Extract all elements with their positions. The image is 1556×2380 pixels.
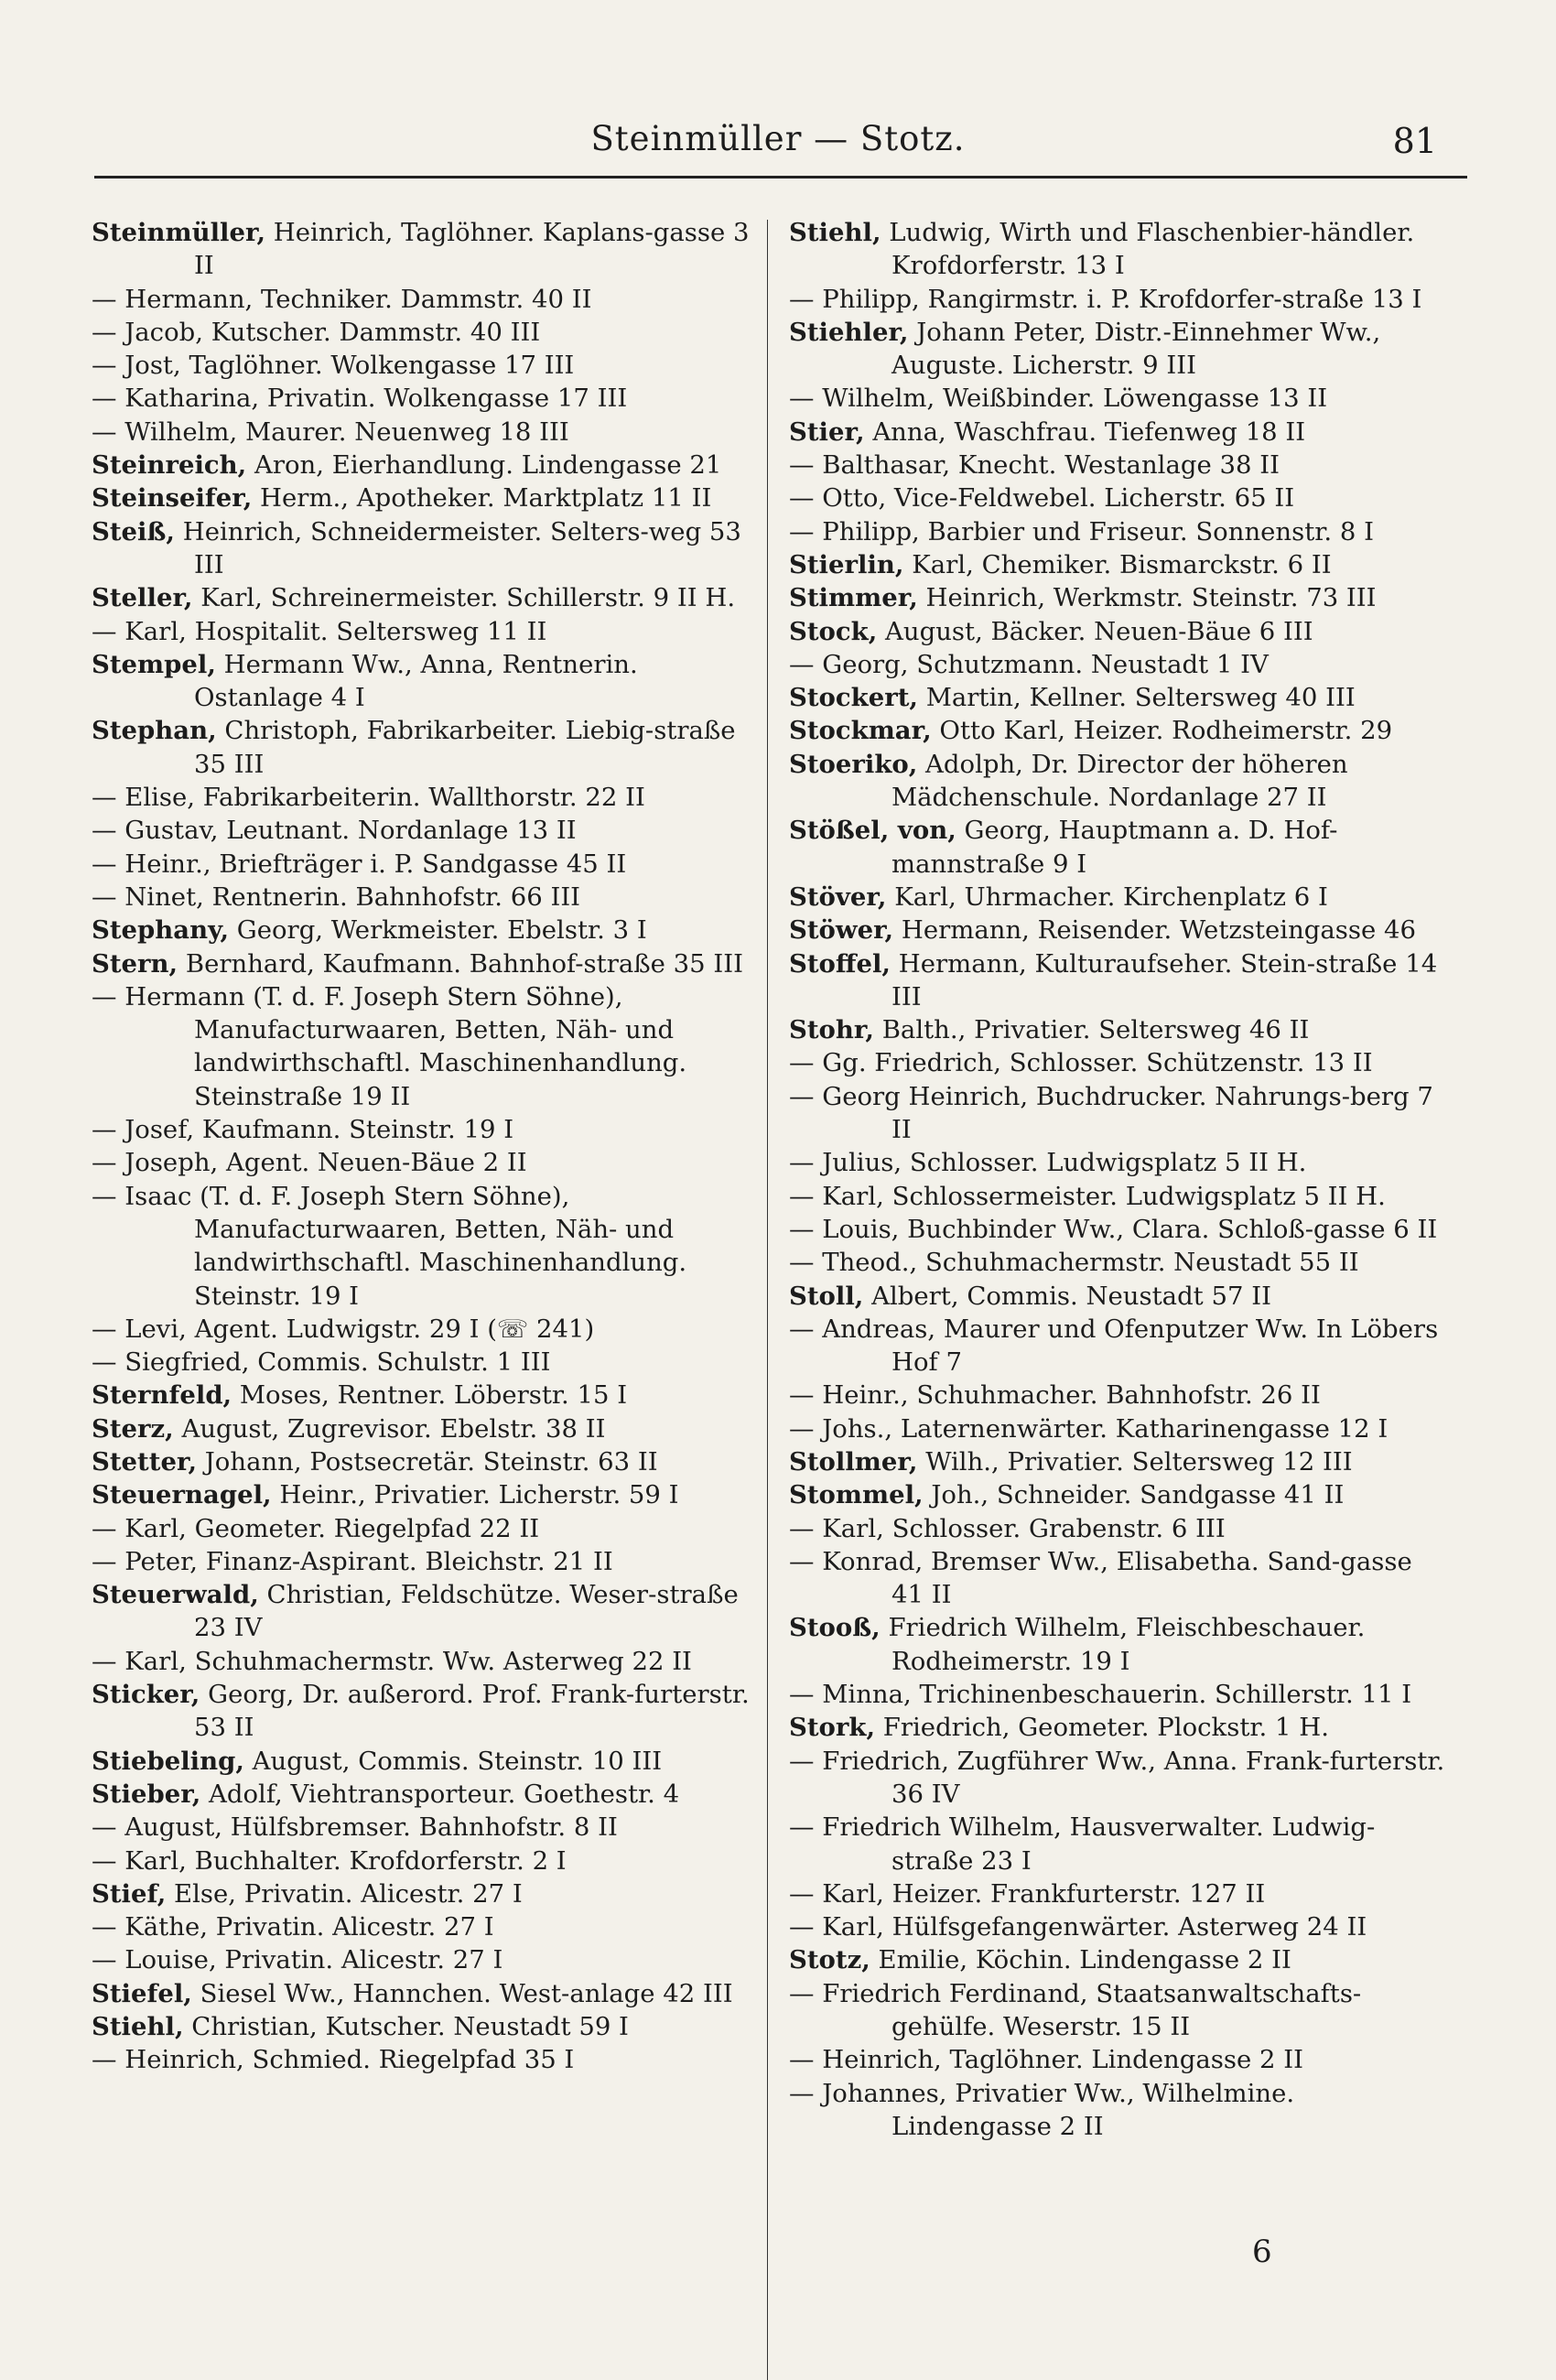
directory-entry <box>789 1146 1448 1179</box>
entry-details: Moses, Rentner. Löberstr. 15 I <box>232 1380 628 1411</box>
entry-details: — Johannes, Privatier Ww., Wilhelmine. Lindengasse 2 II <box>789 2078 1295 2141</box>
directory-entry <box>789 914 1448 947</box>
right-column <box>789 216 1448 2143</box>
entry-details: — Johs., Laternenwärter. Katharinengasse 12 I <box>789 1413 1389 1444</box>
entry-surname: Stief, <box>92 1878 167 1909</box>
entry-details: — Jacob, Kutscher. Dammstr. 40 III <box>92 317 541 347</box>
entry-surname: Stiebeling, <box>92 1746 244 1776</box>
directory-entry <box>92 1645 751 1678</box>
directory-entry <box>92 1545 751 1578</box>
signature-mark: 6 <box>1252 2234 1272 2270</box>
entry-details: — Andreas, Maurer und Ofenputzer Ww. In Löbers Hof 7 <box>789 1314 1439 1378</box>
entry-details: — Joseph, Agent. Neuen-Bäue 2 II <box>92 1148 527 1178</box>
entry-details: — Ninet, Rentnerin. Bahnhofstr. 66 III <box>92 882 581 912</box>
directory-entry <box>92 2043 751 2076</box>
entry-details: Christoph, Fabrikarbeiter. Liebig-straße 35 III <box>194 716 736 779</box>
entry-details: — Wilhelm, Maurer. Neuenweg 18 III <box>92 416 569 447</box>
entry-details: Heinrich, Werkmstr. Steinstr. 73 III <box>917 583 1377 613</box>
entry-surname: Steuerwald, <box>92 1580 259 1610</box>
directory-entry <box>789 648 1448 681</box>
entry-surname: Stetter, <box>92 1446 198 1477</box>
running-title: Steinmüller — Stotz. <box>590 119 966 158</box>
directory-entry <box>92 947 751 980</box>
entry-details: — Karl, Schuhmachermstr. Ww. Asterweg 22 II <box>92 1646 692 1676</box>
entry-details: — Gg. Friedrich, Schlosser. Schützenstr. 13 II <box>789 1048 1373 1078</box>
directory-entry <box>789 1877 1448 1910</box>
entry-details: — Elise, Fabrikarbeiterin. Wallthorstr. 22 II <box>92 783 645 813</box>
entry-details: Albert, Commis. Neustadt 57 II <box>863 1281 1271 1311</box>
entry-surname: Stiefel, <box>92 1978 192 2008</box>
directory-entry <box>92 1180 751 1313</box>
directory-entry <box>789 1611 1448 1678</box>
directory-entry <box>92 416 751 449</box>
entry-surname: Sternfeld, <box>92 1380 232 1411</box>
directory-entry <box>789 416 1448 449</box>
entry-details: — Friedrich Wilhelm, Hausverwalter. Ludwig-straße 23 I <box>789 1812 1376 1876</box>
directory-entry <box>789 581 1448 614</box>
directory-entry <box>92 1478 751 1511</box>
entry-details: Joh., Schneider. Sandgasse 41 II <box>923 1480 1345 1510</box>
directory-entry <box>789 316 1448 383</box>
entry-details: Johann, Postsecretär. Steinstr. 63 II <box>197 1446 658 1477</box>
entry-surname: Stöwer, <box>789 915 894 946</box>
left-column <box>92 216 751 2077</box>
directory-entry <box>92 216 751 283</box>
entry-surname: Stößel, von, <box>789 816 956 846</box>
directory-entry <box>789 2043 1448 2076</box>
entry-details: — Heinrich, Taglöhner. Lindengasse 2 II <box>789 2045 1303 2075</box>
directory-entry <box>789 1711 1448 1744</box>
directory-entry <box>92 382 751 415</box>
entry-surname: Stiehler, <box>789 317 909 347</box>
directory-entry <box>789 1180 1448 1213</box>
entry-details: Ludwig, Wirth und Flaschenbier-händler. Krofdorferstr. 13 I <box>881 218 1415 281</box>
entry-surname: Stephan, <box>92 716 217 746</box>
entry-details: — Heinrich, Schmied. Riegelpfad 35 I <box>92 2045 575 2075</box>
entry-details: — Konrad, Bremser Ww., Elisabetha. Sand-gasse 41 II <box>789 1546 1412 1610</box>
entry-surname: Stimmer, <box>789 583 918 613</box>
page-header <box>0 119 1556 174</box>
entry-details: — Louis, Buchbinder Ww., Clara. Schloß-gasse 6 II <box>789 1214 1438 1244</box>
entry-surname: Stohr, <box>789 1015 874 1045</box>
entry-surname: Stempel, <box>92 649 216 679</box>
page-number: 81 <box>1392 121 1437 161</box>
entry-details: Anna, Waschfrau. Tiefenweg 18 II <box>864 416 1306 447</box>
entry-surname: Stiehl, <box>789 218 881 247</box>
entry-surname: Stoffel, <box>789 948 891 979</box>
entry-details: Wilh., Privatier. Seltersweg 12 III <box>917 1446 1353 1477</box>
entry-details: — Peter, Finanz-Aspirant. Bleichstr. 21 II <box>92 1546 613 1576</box>
header-rule <box>94 176 1467 178</box>
entry-details: Aron, Eierhandlung. Lindengasse 21 <box>246 450 722 481</box>
directory-entry <box>92 814 751 847</box>
entry-details: August, Bäcker. Neuen-Bäue 6 III <box>877 616 1313 646</box>
entry-surname: Steinmüller, <box>92 218 266 247</box>
entry-details: — Theod., Schuhmachermstr. Neustadt 55 II <box>789 1248 1359 1278</box>
directory-entry <box>789 1910 1448 1943</box>
entry-details: — Isaac (T. d. F. Joseph Stern Söhne), Manufacturwaaren, Betten, Näh- und landwirthschaftl. Maschinenhandlung. Steinstr. 19 I <box>92 1181 687 1311</box>
entry-surname: Steller, <box>92 583 193 613</box>
entry-details: — Heinr., Schuhmacher. Bahnhofstr. 26 II <box>789 1380 1321 1411</box>
directory-entry <box>789 814 1448 881</box>
directory-entry <box>789 515 1448 548</box>
directory-entry <box>789 1379 1448 1412</box>
entry-details: Karl, Uhrmacher. Kirchenplatz 6 I <box>886 882 1328 912</box>
directory-entry <box>789 283 1448 316</box>
entry-details: — Wilhelm, Weißbinder. Löwengasse 13 II <box>789 384 1328 414</box>
entry-details: — Siegfried, Commis. Schulstr. 1 III <box>92 1347 551 1378</box>
entry-surname: Stockmar, <box>789 716 932 746</box>
directory-entry <box>92 481 751 514</box>
directory-entry <box>92 1877 751 1910</box>
entry-details: — Heinr., Briefträger i. P. Sandgasse 45 II <box>92 849 627 879</box>
entry-details: — August, Hülfsbremser. Bahnhofstr. 8 II <box>92 1812 618 1843</box>
entry-details: — Philipp, Rangirmstr. i. P. Krofdorfer-straße 13 I <box>789 284 1422 314</box>
directory-entry <box>92 1412 751 1445</box>
directory-entry <box>92 781 751 814</box>
directory-entry <box>789 1943 1448 1976</box>
directory-entry <box>92 714 751 781</box>
entry-details: — Gustav, Leutnant. Nordanlage 13 II <box>92 816 577 846</box>
entry-details: Johann Peter, Distr.-Einnehmer Ww., Auguste. Licherstr. 9 III <box>891 317 1381 381</box>
entry-details: Adolf, Viehtransporteur. Goethestr. 4 <box>200 1779 680 1809</box>
directory-entry <box>789 481 1448 514</box>
entry-details: — Georg Heinrich, Buchdrucker. Nahrungs-berg 7 II <box>789 1081 1433 1145</box>
directory-entry <box>92 848 751 881</box>
directory-entry <box>92 1811 751 1844</box>
directory-entry <box>789 1545 1448 1612</box>
directory-entry <box>92 283 751 316</box>
directory-entry <box>789 1013 1448 1046</box>
entry-details: — Minna, Trichinenbeschauerin. Schillerstr. 11 I <box>789 1680 1412 1710</box>
directory-entry <box>789 1213 1448 1246</box>
entry-details: Christian, Kutscher. Neustadt 59 I <box>183 2012 629 2042</box>
entry-surname: Stockert, <box>789 683 918 713</box>
entry-surname: Steinreich, <box>92 450 247 481</box>
entry-details: Karl, Chemiker. Bismarckstr. 6 II <box>903 549 1332 579</box>
directory-entry <box>92 1745 751 1778</box>
directory-entry <box>92 980 751 1113</box>
directory-entry <box>789 382 1448 415</box>
directory-entry <box>789 1977 1448 2044</box>
directory-entry <box>92 1445 751 1478</box>
directory-entry <box>92 1146 751 1179</box>
entry-details: — Otto, Vice-Feldwebel. Licherstr. 65 II <box>789 483 1295 514</box>
entry-details: Heinrich, Schneidermeister. Selters-weg 53 III <box>174 516 741 579</box>
directory-entry <box>789 1280 1448 1313</box>
entry-surname: Stier, <box>789 416 865 447</box>
entry-details: Balth., Privatier. Seltersweg 46 II <box>873 1015 1310 1045</box>
directory-entry <box>92 1512 751 1545</box>
entry-details: August, Commis. Steinstr. 10 III <box>243 1746 663 1776</box>
directory-entry <box>92 1379 751 1412</box>
entry-details: Adolph, Dr. Director der höheren Mädchenschule. Nordanlage 27 II <box>891 749 1348 813</box>
entry-surname: Stoll, <box>789 1281 864 1311</box>
directory-entry <box>789 947 1448 1014</box>
directory-entry <box>92 881 751 914</box>
directory-entry <box>92 1678 751 1745</box>
entry-details: — Philipp, Barbier und Friseur. Sonnenstr. 8 I <box>789 516 1375 546</box>
directory-entry <box>92 1778 751 1811</box>
entry-surname: Stierlin, <box>789 549 904 579</box>
entry-details: Hermann, Kulturaufseher. Stein-straße 14 III <box>891 948 1438 1012</box>
entry-details: — Karl, Hülfsgefangenwärter. Asterweg 24 II <box>789 1912 1367 1942</box>
entry-details: — Levi, Agent. Ludwigstr. 29 I (☏ 241) <box>92 1314 595 1344</box>
directory-entry <box>789 1512 1448 1545</box>
directory-entry <box>789 714 1448 747</box>
directory-entry <box>789 216 1448 283</box>
entry-details: Emilie, Köchin. Lindengasse 2 II <box>870 1945 1291 1975</box>
directory-entry <box>789 681 1448 714</box>
entry-surname: Sticker, <box>92 1680 200 1710</box>
directory-entry <box>92 914 751 947</box>
directory-entry <box>92 1910 751 1943</box>
directory-entry <box>92 1346 751 1379</box>
directory-entry <box>92 1113 751 1146</box>
entry-details: — Hermann, Techniker. Dammstr. 40 II <box>92 284 592 314</box>
entry-surname: Steinseifer, <box>92 483 253 514</box>
entry-details: — Karl, Heizer. Frankfurterstr. 127 II <box>789 1878 1266 1909</box>
entry-details: — Karl, Buchhalter. Krofdorferstr. 2 I <box>92 1845 567 1876</box>
directory-entry <box>92 515 751 582</box>
directory-entry <box>92 615 751 648</box>
entry-details: — Friedrich, Zugführer Ww., Anna. Frank-furterstr. 36 IV <box>789 1746 1445 1809</box>
directory-entry <box>92 1844 751 1877</box>
directory-entry <box>92 449 751 481</box>
entry-details: Georg, Werkmeister. Ebelstr. 3 I <box>229 915 647 946</box>
entry-details: Else, Privatin. Alicestr. 27 I <box>166 1878 523 1909</box>
entry-details: Hermann Ww., Anna, Rentnerin. Ostanlage 4 I <box>194 649 638 713</box>
entry-details: Herm., Apotheker. Marktplatz 11 II <box>252 483 712 514</box>
directory-entry <box>789 1080 1448 1147</box>
entry-details: — Karl, Hospitalit. Seltersweg 11 II <box>92 616 547 646</box>
entry-surname: Stern, <box>92 948 178 979</box>
directory-entry <box>789 1246 1448 1279</box>
entry-details: — Julius, Schlosser. Ludwigsplatz 5 II H. <box>789 1148 1307 1178</box>
directory-entry <box>92 1977 751 2010</box>
entry-details: Heinr., Privatier. Licherstr. 59 I <box>271 1480 679 1510</box>
column-divider <box>767 220 768 2380</box>
entry-details: Georg, Dr. außerord. Prof. Frank-furterstr. 53 II <box>194 1680 750 1743</box>
directory-entry <box>92 1943 751 1976</box>
entry-details: — Josef, Kaufmann. Steinstr. 19 I <box>92 1115 514 1145</box>
entry-details: Bernhard, Kaufmann. Bahnhof-straße 35 III <box>178 948 743 979</box>
entry-surname: Stollmer, <box>789 1446 918 1477</box>
directory-entry <box>789 1313 1448 1379</box>
directory-entry <box>92 581 751 614</box>
entry-details: Georg, Hauptmann a. D. Hof-mannstraße 9 I <box>891 816 1338 879</box>
entry-details: Martin, Kellner. Seltersweg 40 III <box>917 683 1356 713</box>
entry-surname: Stotz, <box>789 1945 870 1975</box>
entry-surname: Stephany, <box>92 915 230 946</box>
entry-surname: Stoeriko, <box>789 749 918 779</box>
directory-entry <box>92 349 751 382</box>
entry-details: Siesel Ww., Hannchen. West-anlage 42 III <box>191 1978 733 2008</box>
entry-details: Otto Karl, Heizer. Rodheimerstr. 29 <box>931 716 1393 746</box>
directory-entry <box>92 1578 751 1645</box>
entry-details: Heinrich, Taglöhner. Kaplans-gasse 3 II <box>194 218 750 281</box>
directory-entry <box>789 1445 1448 1478</box>
entry-surname: Stöver, <box>789 882 887 912</box>
entry-details: — Karl, Schlossermeister. Ludwigsplatz 5 II H. <box>789 1181 1386 1211</box>
directory-entry <box>92 648 751 715</box>
directory-entry <box>789 1745 1448 1812</box>
entry-details: Christian, Feldschütze. Weser-straße 23 IV <box>194 1580 739 1643</box>
directory-entry <box>789 1412 1448 1445</box>
entry-details: Friedrich Wilhelm, Fleischbeschauer. Rodheimerstr. 19 I <box>880 1613 1366 1676</box>
entry-details: — Louise, Privatin. Alicestr. 27 I <box>92 1945 503 1975</box>
entry-details: Karl, Schreinermeister. Schillerstr. 9 II H. <box>192 583 736 613</box>
entry-details: — Jost, Taglöhner. Wolkengasse 17 III <box>92 351 575 381</box>
directory-entry <box>789 1478 1448 1511</box>
directory-entry <box>789 1046 1448 1079</box>
directory-entry <box>789 1678 1448 1711</box>
entry-surname: Stork, <box>789 1713 876 1743</box>
entry-details: — Friedrich Ferdinand, Staatsanwaltschafts-gehülfe. Weserstr. 15 II <box>789 1978 1362 2042</box>
directory-entry <box>789 548 1448 581</box>
directory-entry <box>789 748 1448 815</box>
entry-surname: Stommel, <box>789 1480 924 1510</box>
directory-entry <box>789 881 1448 914</box>
entry-details: Hermann, Reisender. Wetzsteingasse 46 <box>893 915 1417 946</box>
directory-entry <box>789 2077 1448 2144</box>
directory-entry <box>789 449 1448 481</box>
entry-details: Friedrich, Geometer. Plockstr. 1 H. <box>875 1713 1329 1743</box>
entry-surname: Steiß, <box>92 516 175 546</box>
directory-entry <box>789 1811 1448 1877</box>
directory-entry <box>92 1313 751 1346</box>
entry-details: — Karl, Schlosser. Grabenstr. 6 III <box>789 1513 1226 1543</box>
entry-surname: Stieber, <box>92 1779 201 1809</box>
entry-surname: Stiehl, <box>92 2012 184 2042</box>
entry-surname: Stock, <box>789 616 878 646</box>
entry-details: — Balthasar, Knecht. Westanlage 38 II <box>789 450 1280 481</box>
entry-details: August, Zugrevisor. Ebelstr. 38 II <box>173 1413 606 1444</box>
entry-details: — Käthe, Privatin. Alicestr. 27 I <box>92 1912 494 1942</box>
entry-surname: Stooß, <box>789 1613 881 1643</box>
entry-details: — Karl, Geometer. Riegelpfad 22 II <box>92 1513 540 1543</box>
entry-details: — Georg, Schutzmann. Neustadt 1 IV <box>789 649 1269 679</box>
directory-entry <box>92 316 751 349</box>
entry-details: — Hermann (T. d. F. Joseph Stern Söhne), Manufacturwaaren, Betten, Näh- und landwirthschaftl. Maschinenhandlung. Steinstraße 19 II <box>92 981 687 1111</box>
entry-surname: Steuernagel, <box>92 1480 272 1510</box>
entry-surname: Sterz, <box>92 1413 174 1444</box>
entry-details: — Katharina, Privatin. Wolkengasse 17 III <box>92 384 628 414</box>
directory-entry <box>92 2010 751 2043</box>
directory-entry <box>789 615 1448 648</box>
